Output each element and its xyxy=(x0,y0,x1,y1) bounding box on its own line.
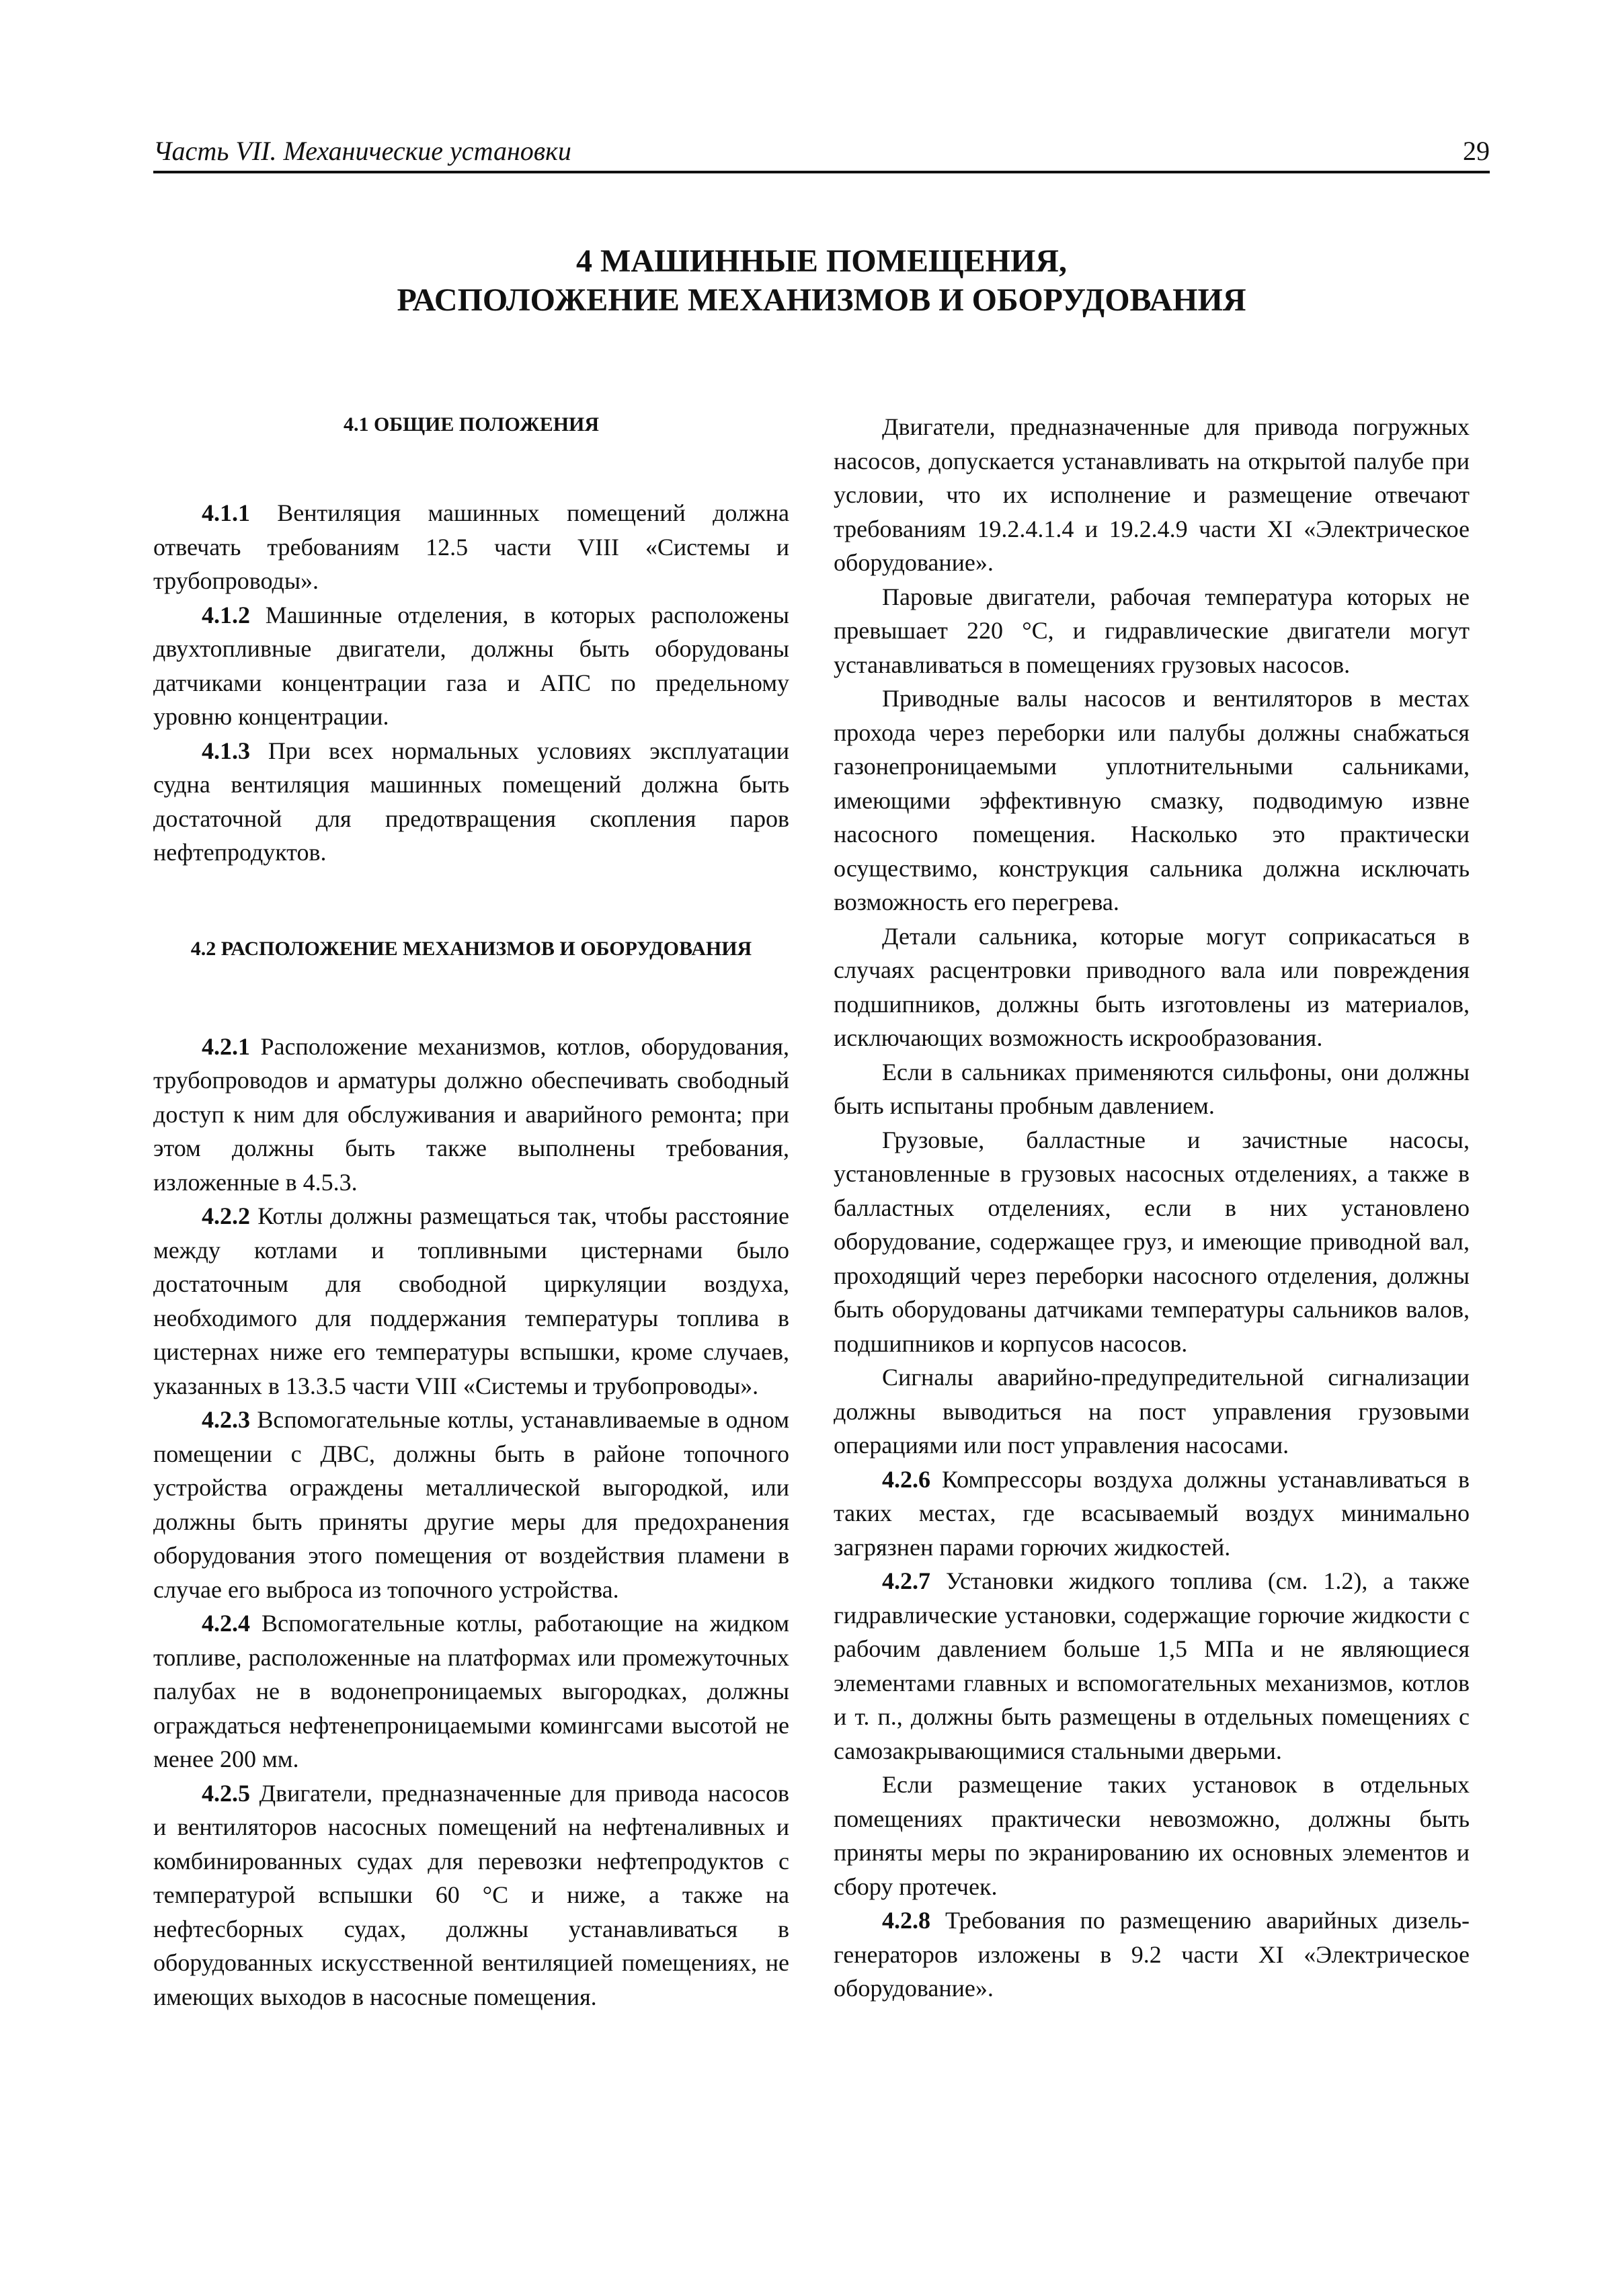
clause-text: Компрессоры воздуха должны устанавливаться в таких местах, где всасываемый воздух минимально загрязнен парами горючих жидкостей. xyxy=(834,1465,1470,1561)
clause-number: 4.2.6 xyxy=(882,1465,930,1493)
paragraph-drive-shafts: Приводные валы насосов и вентиляторов в местах прохода через переборки или палубы должны снабжаться газонепроницаемыми уплотнительными сальниками, имеющими эффективную смазку, подводимую извне насосного помещения. Насколько это практически осуществимо, конструкция сальника должна исключать возможность его перегрева. xyxy=(834,685,1470,915)
clause-number: 4.2.4 xyxy=(202,1610,250,1637)
paragraph-steam-engines: Паровые двигатели, рабочая температура которых не превышает 220 °C, и гидравлические двигатели могут устанавливаться в помещениях грузовых насосов. xyxy=(834,583,1470,678)
clause-number: 4.2.3 xyxy=(202,1406,250,1433)
paragraph-4-2-1 xyxy=(153,1030,789,1200)
chapter-title-line2: РАСПОЛОЖЕНИЕ МЕХАНИЗМОВ И ОБОРУДОВАНИЯ xyxy=(397,282,1246,318)
paragraph-4-2-3 xyxy=(153,1403,789,1606)
paragraph-bellows: Если в сальниках применяются сильфоны, они должны быть испытаны пробным давлением. xyxy=(834,1058,1470,1119)
clause-text: Расположение механизмов, котлов, оборудования, трубопроводов и арматуры должно обеспечивать свободный доступ к ним для обслуживания и аварийного ремонта; при этом должны быть также выполнены требования, изложенные в 4.5.3. xyxy=(153,1032,789,1196)
page-header xyxy=(153,133,1490,173)
chapter-title-line1: 4 МАШИННЫЕ ПОМЕЩЕНИЯ, xyxy=(576,243,1067,279)
paragraph-4-1-1 xyxy=(153,496,789,598)
clause-number: 4.2.7 xyxy=(882,1567,930,1594)
paragraph-4-2-6 xyxy=(834,1463,1470,1565)
clause-number: 4.2.2 xyxy=(202,1202,250,1229)
right-column xyxy=(834,410,1470,2006)
paragraph-4-2-4 xyxy=(153,1606,789,1776)
paragraph-shielding: Если размещение таких установок в отдельных помещениях практически невозможно, должны быть приняты меры по экранированию их основных элементов и сбору протечек. xyxy=(834,1771,1470,1900)
paragraph-4-2-7 xyxy=(834,1564,1470,1768)
clause-number: 4.1.1 xyxy=(202,499,250,526)
clause-text: Котлы должны размещаться так, чтобы расстояние между котлами и топливными цистернами было достаточным для свободной циркуляции воздуха, необходимого для поддержания температуры топлива в цистернах ниже его температуры вспышки, кроме случаев, указанных в 13.3.5 части VIII «Системы и трубопроводы». xyxy=(153,1202,789,1399)
clause-text: Машинные отделения, в которых расположены двухтопливные двигатели, должны быть оборудованы датчиками концентрации газа и АПС по предельному уровню концентрации. xyxy=(153,601,789,730)
clause-text: Вспомогательные котлы, работающие на жидком топливе, расположенные на платформах или промежуточных палубах не в водонепроницаемых выгородках, должны ограждаться нефтенепроницаемыми комингсами высотой не менее 200 мм. xyxy=(153,1610,789,1772)
paragraph-gland-parts: Детали сальника, которые могут соприкасаться в случаях расцентровки приводного вала или повреждения подшипников, должны быть изготовлены из материалов, исключающих возможность искрообразования. xyxy=(834,922,1470,1051)
paragraph-4-2-8 xyxy=(834,1903,1470,2006)
paragraph-cargo-pumps: Грузовые, балластные и зачистные насосы, установленные в грузовых насосных отделениях, а также в балластных отделениях, если в них установлено оборудование, содержащее груз, и имеющие приводной вал, проходящий через переборки насосного отделения, должны быть оборудованы датчиками температуры сальников валов, подшипников и корпусов насосов. xyxy=(834,1126,1470,1357)
clause-number: 4.1.3 xyxy=(202,737,250,764)
left-column xyxy=(153,410,789,2014)
running-title: Часть VII. Механические установки xyxy=(153,136,571,166)
section-heading-4-2: 4.2 РАСПОЛОЖЕНИЕ МЕХАНИЗМОВ И ОБОРУДОВАНИЯ xyxy=(190,937,752,960)
clause-number: 4.2.1 xyxy=(202,1032,250,1060)
paragraph-alarm-signals: Сигналы аварийно-предупредительной сигнализации должны выводиться на пост управления грузовыми операциями или пост управления насосами. xyxy=(834,1364,1470,1459)
paragraph-4-2-2 xyxy=(153,1199,789,1403)
clause-text: Требования по размещению аварийных дизель-генераторов изложены в 9.2 части XI «Электрическое оборудование». xyxy=(834,1907,1470,2002)
clause-text: Вспомогательные котлы, устанавливаемые в одном помещении с ДВС, должны быть в районе топочного устройства ограждены металлической выгородкой, или должны быть приняты другие меры для предохранения оборудования этого помещения от воздействия пламени в случае его выброса из топочного устройства. xyxy=(153,1406,789,1603)
clause-text: Установки жидкого топлива (см. 1.2), а также гидравлические установки, содержащие горючие жидкости с рабочим давлением больше 1,5 МПа и не являющиеся элементами главных и вспомогательных механизмов, котлов и т. п., должны быть размещены в отдельных помещениях с самозакрывающимися стальными дверьми. xyxy=(834,1567,1470,1764)
clause-number: 4.2.8 xyxy=(882,1907,930,1934)
paragraph-4-2-5 xyxy=(153,1776,789,2014)
paragraph-engines-submersible: Двигатели, предназначенные для привода погружных насосов, допускается устанавливать на открытой палубе при условии, что их исполнение и размещение отвечают требованиям 19.2.4.1.4 и 19.2.4.9 части XI «Электрическое оборудование». xyxy=(834,413,1470,576)
paragraph-4-1-2 xyxy=(153,598,789,734)
clause-number: 4.1.2 xyxy=(202,601,250,628)
clause-text: Вентиляция машинных помещений должна отвечать требованиям 12.5 части VIII «Системы и трубопроводы». xyxy=(153,499,789,594)
paragraph-4-1-3 xyxy=(153,734,789,870)
chapter-title xyxy=(153,242,1490,320)
clause-text: При всех нормальных условиях эксплуатации судна вентиляция машинных помещений должна быть достаточной для предотвращения скопления паров нефтепродуктов. xyxy=(153,737,789,866)
clause-number: 4.2.5 xyxy=(202,1779,250,1807)
section-heading-4-1: 4.1 ОБЩИЕ ПОЛОЖЕНИЯ xyxy=(343,413,600,436)
page-number: 29 xyxy=(1463,136,1490,166)
clause-text: Двигатели, предназначенные для привода насосов и вентиляторов насосных помещений на нефтеналивных и комбинированных судах для перевозки нефтепродуктов с температурой вспышки 60 °C и ниже, а также на нефтесборных судах, должны устанавливаться в оборудованных искусственной вентиляцией помещениях, не имеющих выходов в насосные помещения. xyxy=(153,1779,789,2010)
